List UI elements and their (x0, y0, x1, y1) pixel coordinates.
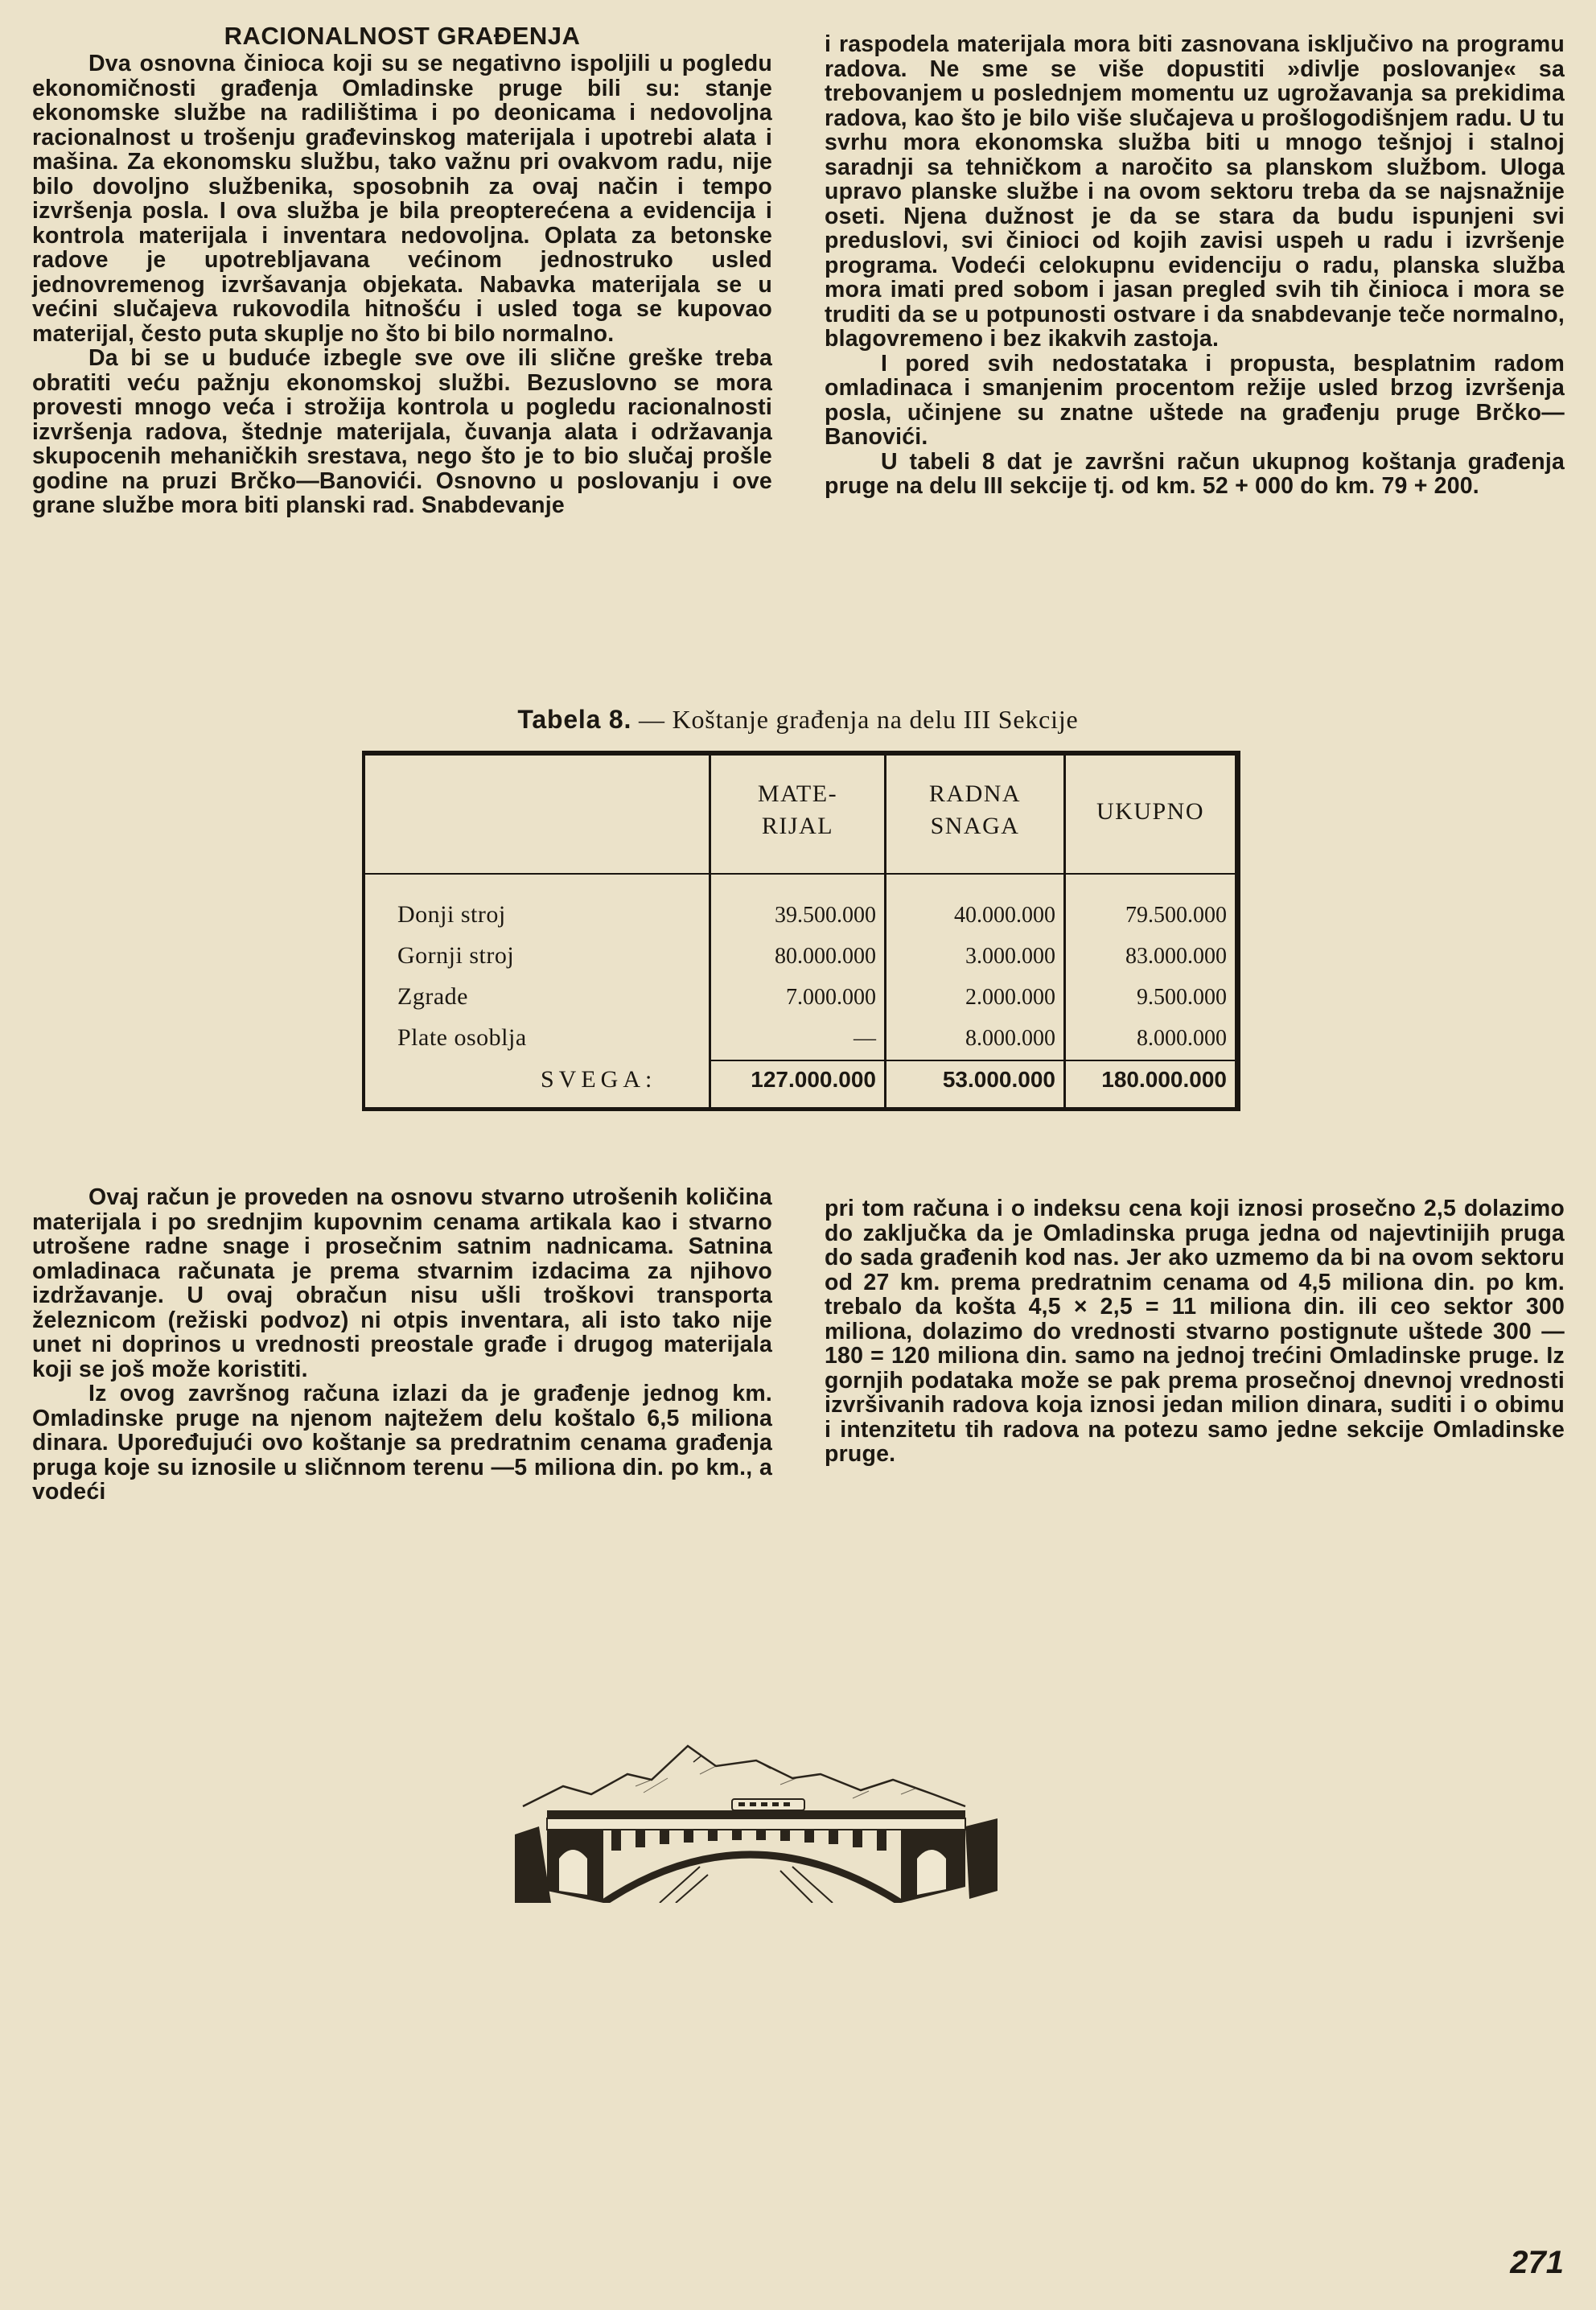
article-column-bottom-left (32, 1185, 772, 1505)
cost-table (362, 751, 1240, 1111)
header-materijal (711, 778, 884, 842)
cell-ukupno: 8.000.000 (1137, 1026, 1227, 1051)
cell-radna: 3.000.000 (965, 944, 1055, 969)
paragraph: U tabeli 8 dat je završni račun ukupnog koštanja građenja pruge na delu III sekcije tj. od km. 52 + 000 do km. 79 + 200. (825, 448, 1565, 499)
cell-ukupno: 79.500.000 (1125, 903, 1227, 928)
header-materijal-line1: MATE- (757, 780, 838, 807)
paragraph: Da bi se u buduće izbegle sve ove ili slične greške treba obratiti veću pažnju ekonomskoj službi. Bezuslovno se mora provesti mnogo veća i strožija kontrola u pogledu racionalnosti izvršenja radova, štednje materijala, čuvanja alata i održavanja skupocenih mehaničkih srestava, nego što je to bio slučaj prošle godine na pruzi Brčko—Banovići. Osnovno u poslovanju i ove grane službe mora biti planski rad. Snabdevanje (32, 345, 772, 518)
row-label: Zgrade (397, 983, 468, 1010)
row-label: Plate osoblja (397, 1024, 527, 1051)
total-divider (709, 1060, 1235, 1061)
cell-radna: 2.000.000 (965, 985, 1055, 1010)
header-ukupno: UKUPNO (1096, 798, 1204, 825)
table-caption (0, 705, 1596, 735)
header-radna-snaga (886, 778, 1063, 842)
bridge-illustration (515, 1730, 998, 1903)
table-caption-text: — Koštanje građenja na delu III Sekcije (631, 705, 1079, 734)
header-materijal-line2: RIJAL (761, 813, 834, 839)
paragraph: i raspodela materijala mora biti zasnovana isključivo na programu radova. Ne sme se više dopustiti »divlje poslovanje« sa trebovanjem u poslednjem momentu uz ugrožavanja sa prekidima radova, kao što je bilo više slučajeva u prošlogodišnjem radu. U tu svrhu mora ekonomska služba biti u mnogo tešnjoj i stalnoj saradnji sa tehničkom a naročito sa planskom službom. Uloga upravo planske službe i na ovom sektoru treba da se najsnažnije oseti. Njena dužnost je da se stara da budu ispunjeni svi preduslovi, svi činioci od kojih zavisi uspeh u radu i izvršenje programa. Vodeći celokupnu evidenciju o radu, planska služba mora imati pred sobom i jasan pregled svih tih činioca i mora se truditi da se u potpunosti ostvare i da snabdevanje teče normalno, blagovremeno i bez ikakvih zastoja. (825, 31, 1565, 352)
cell-materijal: — (854, 1026, 876, 1051)
paragraph: pri tom računa i o indeksu cena koji iznosi prosečno 2,5 dolazimo do zaključka da je Omladinska pruga jedna od najevtinijih pruga do sada građenih kod nas. Jer ako uzmemo da bi na ovom sektoru od 27 km. prema predratnim cenama od 4,5 miliona din. po km. trebalo da košta 4,5 × 2,5 = 11 miliona din. ili ceo sektor 300 miliona, dolazimo do vrednosti stvarno postignute uštede 300 — 180 = 120 miliona din. samo na jednoj trećini Omladinske pruge. Iz gornjih podataka može se pak prema prosečnoj dnevnoj vrednosti izvršivanih radova koja iznosi jedan milion dinara, suditi i o obimu i intenzitetu tih radova na potezu samo jedne sekcije Omladinske pruge. (825, 1196, 1565, 1467)
article-column-bottom-right (825, 1196, 1565, 1467)
paragraph: Iz ovog završnog računa izlazi da je građenje jednog km. Omladinske pruge na njenom najtežem delu koštalo 6,5 miliona dinara. Upoređujući ovo koštanje sa predratnim cenama građenja pruga koje su iznosile u sličnnom terenu —5 miliona din. po km., a vodeći (32, 1381, 772, 1505)
cell-ukupno: 9.500.000 (1137, 985, 1227, 1010)
row-label: Gornji stroj (397, 942, 515, 969)
page-number: 271 (1510, 2245, 1564, 2280)
article-heading: RACIONALNOST GRAĐENJA (224, 22, 581, 50)
cell-materijal: 7.000.000 (786, 985, 876, 1010)
article-column-top-left (32, 23, 772, 518)
paragraph: Ovaj račun je proveden na osnovu stvarno utrošenih količina materijala i po srednjim kupovnim cenama artikala kao i stvarno utrošene radne snage i prosečnim satnim nadnicama. Satnina omladinaca računata je prema stvarnim izdacima za njihovo izdržavanje. U ovaj obračun nisu ušli troškovi transporta železnicom (režiski podvoz) ni otpis inventara, ali isto tako nije unet ni doprinos u vrednosti preostale građe i drugog materijala koji se još može koristiti. (32, 1184, 772, 1382)
cell-ukupno: 83.000.000 (1125, 944, 1227, 969)
paragraph: Dva osnovna činioca koji su se negativno ispoljili u pogledu ekonomičnosti građenja Omladinske pruge bili su: stanje ekonomske službe na radilištima i po deonicama i nedovoljna racionalnost u trošenju građevinskog materijala i upotrebi alata i mašina. Za ekonomsku službu, tako važnu pri ovakvom radu, nije bilo dovoljno službenika, sposobnih za ovaj način i tempo izvršenja posla. I ova služba je bila preopterećena a evidencija i kontrola materijala i inventara nedovoljna. Oplata za betonske radove je upotrebljavana većinom jednostruko usled jednovremenog izvršavanja objekata. Nabavka materijala se u većini slučajeva rukovodila hitnošću i usled toga se kupovao materijal, često puta skuplje no što bi bilo normalno. (32, 51, 772, 347)
header-radna-line2: SNAGA (930, 813, 1020, 839)
table-caption-label: Tabela 8. (517, 705, 632, 734)
cell-radna: 40.000.000 (954, 903, 1055, 928)
cell-radna: 8.000.000 (965, 1026, 1055, 1051)
cell-materijal: 39.500.000 (775, 903, 876, 928)
header-radna-line1: RADNA (928, 780, 1022, 807)
article-column-top-right (825, 32, 1565, 499)
row-label: Donji stroj (397, 901, 506, 928)
total-ukupno: 180.000.000 (1101, 1067, 1227, 1092)
header-divider (365, 873, 1235, 875)
total-radna: 53.000.000 (942, 1067, 1055, 1092)
total-materijal: 127.000.000 (751, 1067, 876, 1092)
paragraph: I pored svih nedostataka i propusta, besplatnim radom omladinaca i smanjenim procentom režije usled brzog izvršenja posla, učinjene su znatne uštede na građenju pruge Brčko—Banovići. (825, 350, 1565, 450)
cell-materijal: 80.000.000 (775, 944, 876, 969)
total-label: SVEGA: (541, 1066, 657, 1093)
